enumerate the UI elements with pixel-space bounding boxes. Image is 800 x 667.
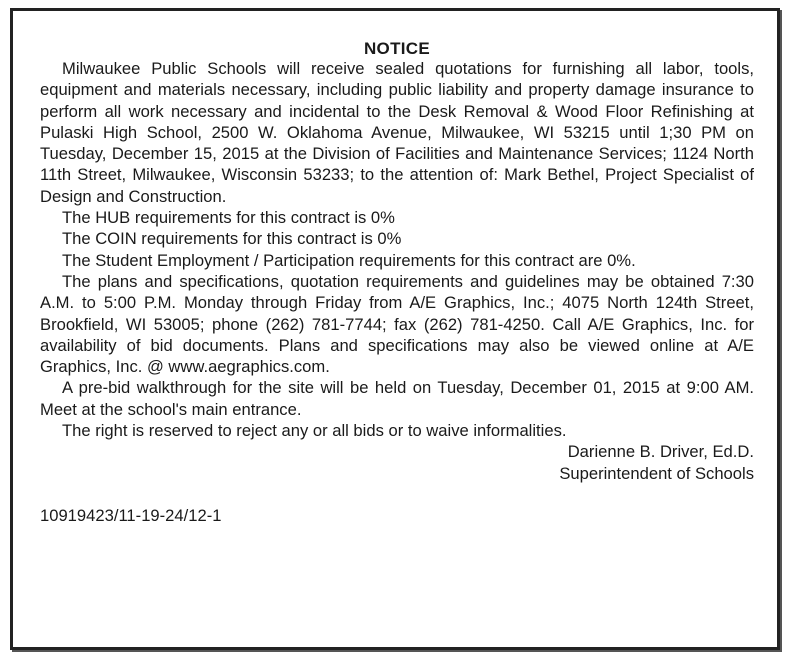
- notice-paragraph-coin: The COIN requirements for this contract is 0%: [62, 229, 402, 249]
- notice-paragraph-reservation: The right is reserved to reject any or all bids or to waive informalities.: [62, 421, 567, 441]
- notice-paragraph-student-employment: The Student Employment / Participation requirements for this contract are 0%.: [62, 250, 636, 270]
- notice-box: [10, 8, 780, 650]
- notice-paragraph-walkthrough: A pre-bid walkthrough for the site will be held on Tuesday, December 01, 2015 at 9:00 AM. Meet at the school's main entrance.: [40, 378, 754, 419]
- notice-title: NOTICE: [363, 39, 431, 58]
- notice-paragraph-main: Milwaukee Public Schools will receive sealed quotations for furnishing all labor, tools, equipment and materials necessary, including public liability and property damage insurance to perform all work necessary and incidental to the Desk Removal & Wood Floor Refinishing at Pulaski High School, 2500 W. Oklahoma Avenue, Milwaukee, WI 53215 until 1;30 PM on Tuesday, December 15, 2015 at the Division of Facilities and Maintenance Services; 1124 North 11th Street, Milwaukee, Wisconsin 53233; to the attention of: Mark Bethel, Project Specialist of Design and Construction.: [40, 59, 754, 206]
- signature-name: Darienne B. Driver, Ed.D.: [567, 442, 754, 462]
- notice-content: [40, 40, 754, 526]
- reference-number: 10919423/11-19-24/12-1: [40, 505, 222, 525]
- notice-paragraph-plans: The plans and specifications, quotation requirements and guidelines may be obtained 7:30 A.M. to 5:00 P.M. Monday through Friday from A/E Graphics, Inc.; 4075 North 124th Street, Brookfield, WI 53005; phone (262) 781-7744; fax (262) 781-4250. Call A/E Graphics, Inc. for availability of bid documents. Plans and specifications may also be viewed online at A/E Graphics, Inc. @ www.aegraphics.com.: [40, 271, 754, 377]
- notice-paragraph-hub: The HUB requirements for this contract is 0%: [62, 208, 395, 228]
- signature-title: Superintendent of Schools: [559, 463, 754, 483]
